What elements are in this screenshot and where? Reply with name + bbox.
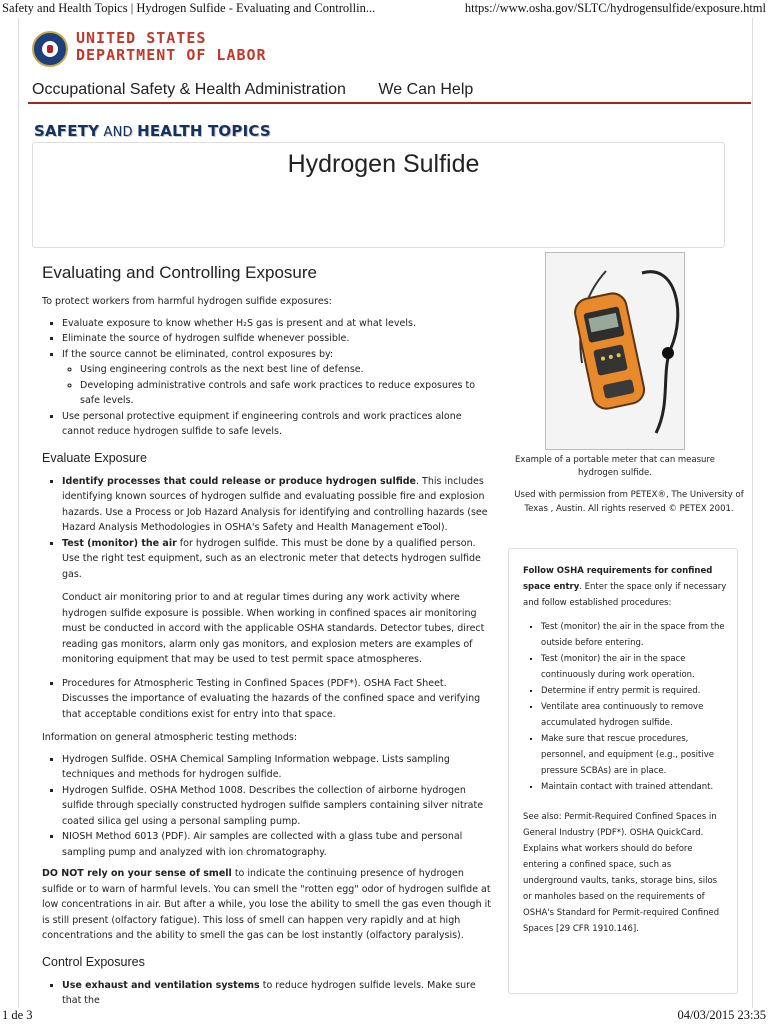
gas-meter-photo — [545, 252, 685, 450]
list-item-text: for hydrogen sulfide. This must be done by a qualified person. Use the right test equipment, such as an electronic meter that detects hydrogen sulfide gas. — [62, 537, 481, 580]
see-also-text[interactable]: See also: Permit-Required Confined Spaces in General Industry (PDF*). OSHA QuickCard. Explains what workers should do before entering a confined space, such as underground vaults, tanks, storage bins, silos or manholes based on the requirements of OSHA's Standard for Permit-required Confined Spaces [29 CFR 1910.146]. — [523, 812, 720, 934]
main-nav — [32, 81, 473, 99]
evaluate-heading: Evaluate Exposure — [42, 450, 147, 465]
list-item[interactable]: ▪ Hydrogen Sulfide. OSHA Chemical Sampling Information webpage. Lists sampling techniques and methods for hydrogen sulfide. — [62, 752, 494, 783]
smell-warning-bold: DO NOT rely on your sense of smell — [42, 868, 232, 879]
list-item[interactable]: ▪ Procedures for Atmospheric Testing in Confined Spaces (PDF*). OSHA Fact Sheet. Discusses the importance of evaluating the hazards of the confined space and verifying that acceptable conditions exist for entry into that space. — [62, 676, 494, 723]
sidebar-lead-text: . Enter the space only if necessary and follow established procedures: — [523, 582, 727, 608]
main-content — [42, 262, 494, 1015]
list-item: ◦ Developing administrative controls and safe work practices to reduce exposures to safe levels. — [80, 378, 494, 409]
list-item-bold: Identify processes that could release or produce hydrogen sulfide — [62, 475, 416, 487]
photo-caption: Example of a portable meter that can measure hydrogen sulfide. — [515, 455, 715, 478]
smell-paragraph — [42, 866, 494, 944]
dol-line-2: DEPARTMENT OF LABOR — [76, 46, 267, 64]
dol-seal-icon[interactable] — [32, 31, 68, 67]
banner-part-3: HEALTH TOPICS — [137, 122, 271, 140]
list-item — [62, 474, 494, 536]
info-heading: Information on general atmospheric testing methods: — [42, 732, 298, 743]
section-heading: Evaluating and Controlling Exposure — [42, 263, 318, 282]
monitoring-paragraph: Conduct air monitoring prior to and at regular times during any work activity where hydrogen sulfide exposure is possible. When working in confined spaces air monitoring must be conducted in accord with the applicable OSHA standards. Detector tubes, direct reading gas monitors, alarm only gas monitors, and explosion meters are examples of monitoring equipment that may be used to test permit space atmospheres. — [62, 592, 485, 665]
list-item-text: to reduce hydrogen sulfide levels. Make sure that the — [62, 979, 476, 1006]
safety-health-topics-banner[interactable] — [34, 122, 271, 140]
banner-part-2: AND — [99, 125, 138, 140]
list-item: ▪ Evaluate exposure to know whether H₂S gas is present and at what levels. — [62, 316, 494, 332]
list-item[interactable]: ▪ Hydrogen Sulfide. OSHA Method 1008. Describes the collection of airborne hydrogen sulfide through specially constructed hydrogen sulfide samplers containing silver nitrate coated silica gel using a personal sampling pump. — [62, 783, 494, 830]
print-timestamp: 04/03/2015 23:35 — [677, 1008, 766, 1022]
list-item[interactable]: ▪ NIOSH Method 6013 (PDF). Air samples are collected with a glass tube and personal sampling pump and analyzed with ion chromatography. — [62, 829, 494, 860]
list-item: ▪ Determine if entry permit is required. — [541, 683, 727, 699]
print-page-url: https://www.osha.gov/SLTC/hydrogensulfide/exposure.html — [464, 1, 766, 15]
print-page-number: 1 de 3 — [2, 1008, 33, 1022]
list-item: ▪ Eliminate the source of hydrogen sulfide whenever possible. — [62, 331, 494, 347]
sidebar-lead — [523, 563, 727, 611]
info-list — [42, 752, 494, 861]
print-page-title: Safety and Health Topics | Hydrogen Sulfide - Evaluating and Controllin... — [2, 1, 376, 15]
list-item: ◦ Using engineering controls as the next best line of defense. — [80, 362, 494, 378]
nav-osha-link[interactable]: Occupational Safety & Health Administration — [32, 81, 346, 98]
list-item: ▪ Test (monitor) the air in the space continuously during work operation. — [541, 651, 727, 683]
print-footer — [0, 1006, 768, 1024]
protect-list — [42, 316, 494, 440]
confined-space-sidebar — [508, 548, 738, 994]
list-item-text: If the source cannot be eliminated, control exposures by: — [62, 348, 334, 360]
list-item: ▪ Test (monitor) the air in the space from the outside before entering. — [541, 619, 727, 651]
control-list — [42, 978, 494, 1009]
list-item: ▪ Make sure that rescue procedures, personnel, and equipment (e.g., positive pressure SCBAs) are in place. — [541, 731, 727, 779]
list-item-bold: Test (monitor) the air — [62, 537, 177, 549]
list-item: ▪ Use personal protective equipment if engineering controls and work practices alone cannot reduce hydrogen sulfide to safe levels. — [62, 409, 494, 440]
list-item — [62, 347, 494, 409]
list-item — [62, 536, 494, 668]
list-item: ▪ Maintain contact with trained attendant. — [541, 779, 727, 795]
control-sublist — [62, 362, 494, 409]
nav-divider — [28, 102, 751, 104]
evaluate-list — [42, 474, 494, 723]
list-item: ▪ Ventilate area continuously to remove accumulated hydrogen sulfide. — [541, 699, 727, 731]
list-item-bold: Use exhaust and ventilation systems — [62, 979, 260, 991]
sidebar-lead-bold: Follow OSHA requirements for confined space entry — [523, 566, 713, 592]
list-item-text: . This includes identifying known sources of hydrogen sulfide and evaluating possible fire and explosion hazards. Use a Process or Job Hazard Analysis for identifying and controlling hazards (see Hazard Analysis Methodologies in OSHA's Safety and Health Management eTool). — [62, 475, 488, 533]
page-title: Hydrogen Sulfide — [287, 150, 480, 178]
photo-credit: Used with permission from PETEX®, The University of Texas , Austin. All rights reserved © PETEX 2001. — [514, 490, 744, 514]
print-header — [0, 0, 768, 18]
intro-text: To protect workers from harmful hydrogen sulfide exposures: — [42, 296, 332, 307]
dol-line-1: UNITED STATES — [76, 29, 207, 47]
list-item — [62, 978, 494, 1009]
nav-we-can-help-link[interactable]: We Can Help — [378, 81, 474, 98]
control-heading: Control Exposures — [42, 954, 145, 969]
banner-part-1: SAFETY — [34, 122, 100, 140]
smell-warning-text: to indicate the continuing presence of hydrogen sulfide or to warn of harmful levels. You can smell the "rotten egg" odor of hydrogen sulfide at low concentrations in air. But after a while, you lose the ability to smell the gas even though it is still present (olfactory fatigue). This loss of smell can happen very rapidly and at high concentrations and the ability to smell the gas can be lost instantly (olfactory paralysis). — [42, 868, 491, 941]
sidebar-list — [523, 619, 727, 795]
dol-logo-text[interactable] — [76, 30, 267, 64]
